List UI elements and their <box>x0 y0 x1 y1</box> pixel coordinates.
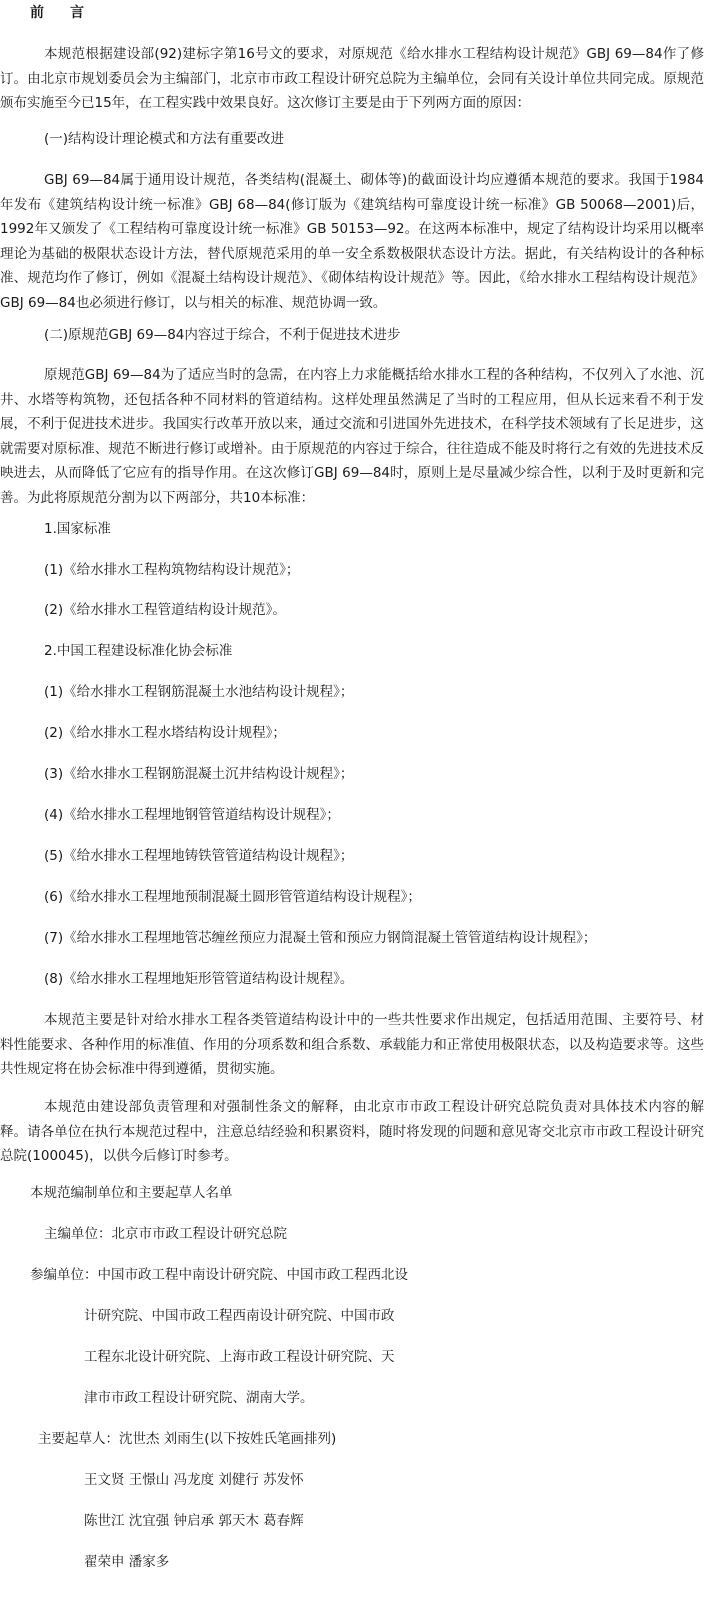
list-item: (2)《给水排水工程管道结构设计规范》。 <box>44 602 286 618</box>
list-item: (8)《给水排水工程埋地矩形管管道结构设计规程》。 <box>44 971 354 987</box>
section-heading-2: (二)原规范GBJ 69—84内容过于综合，不利于促进技术进步 <box>44 327 401 343</box>
participating-units-continued: 工程东北设计研究院、上海市政工程设计研究院、天 <box>84 1349 395 1365</box>
page-title: 前 言 <box>30 5 90 21</box>
main-drafters: 主要起草人：沈世杰 刘雨生(以下按姓氏笔画排列) <box>38 1431 337 1447</box>
scope-paragraph: 本规范主要是针对给水排水工程各类管道结构设计中的一些共性要求作出规定，包括适用范围、主要符号、材料性能要求、各种作用的标准值、作用的分项系数和组合系数、承载能力和正常使用极限状态，以及构造要求等。这些共性规定将在协会标准中得到遵循，贯彻实施。 <box>0 1012 704 1077</box>
participating-units-continued: 计研究院、中国市政工程西南设计研究院、中国市政 <box>84 1308 395 1324</box>
management-paragraph: 本规范由建设部负责管理和对强制性条文的解释，由北京市市政工程设计研究总院负责对具体技术内容的解释。请各单位在执行本规范过程中，注意总结经验和积累资料，随时将发现的问题和意见寄交北京市市政工程设计研究总院(100045)，以供今后修订时参考。 <box>0 1099 704 1164</box>
participating-units: 参编单位：中国市政工程中南设计研究院、中国市政工程西北设 <box>30 1267 408 1283</box>
drafters-names: 翟荣申 潘家多 <box>84 1554 170 1570</box>
national-standards-title: 1.国家标准 <box>44 521 111 537</box>
section-1-paragraph: GBJ 69—84属于通用设计规范，各类结构(混凝土、砌体等)的截面设计均应遵循本规范的要求。我国于1984年发布《建筑结构设计统一标准》GBJ 68—84(修订版为《建筑结构可靠度设计统一标准》GB 50068—2001)后，1992年又颁发了《工程结构可靠度设计统一标准》GB 50153—92。在这两本标准中，规定了结构设计均采用以概率理论为基础的极限状态设计方法，替代原规范采用的单一安全系数极限状态设计方法。据此，有关结构设计的各种标准、规范均作了修订，例如《混凝土结构设计规范》、《砌体结构设计规范》等。因此，《给水排水工程结构设计规范》GBJ 69—84也必须进行修订，以与相关的标准、规范协调一致。 <box>0 172 704 311</box>
chief-unit: 主编单位：北京市市政工程设计研究总院 <box>44 1226 287 1242</box>
list-item: (2)《给水排水工程水塔结构设计规程》； <box>44 725 286 741</box>
list-item: (6)《给水排水工程埋地预制混凝土圆形管管道结构设计规程》； <box>44 889 421 905</box>
list-item: (7)《给水排水工程埋地管芯缠丝预应力混凝土管和预应力钢筒混凝土管管道结构设计规程》； <box>44 930 597 946</box>
drafting-list-title: 本规范编制单位和主要起草人名单 <box>30 1185 233 1201</box>
association-standards-title: 2.中国工程建设标准化协会标准 <box>44 643 233 659</box>
list-item: (5)《给水排水工程埋地铸铁管管道结构设计规程》； <box>44 848 354 864</box>
list-item: (1)《给水排水工程钢筋混凝土水池结构设计规程》； <box>44 684 354 700</box>
list-item: (3)《给水排水工程钢筋混凝土沉井结构设计规程》； <box>44 766 354 782</box>
section-heading-1: (一)结构设计理论模式和方法有重要改进 <box>44 131 285 147</box>
list-item: (1)《给水排水工程构筑物结构设计规范》； <box>44 562 300 578</box>
list-item: (4)《给水排水工程埋地钢管管道结构设计规程》； <box>44 807 340 823</box>
drafters-names: 陈世江 沈宜强 钟启承 郭天木 葛春辉 <box>84 1513 304 1529</box>
intro-paragraph: 本规范根据建设部(92)建标字第16号文的要求，对原规范《给水排水工程结构设计规范》GBJ 69—84作了修订。由北京市规划委员会为主编部门，北京市市政工程设计研究总院为主编单位，会同有关设计单位共同完成。原规范颁布实施至今已15年，在工程实践中效果良好。这次修订主要是由于下列两方面的原因： <box>0 46 704 111</box>
participating-units-continued: 津市市政工程设计研究院、湖南大学。 <box>84 1390 314 1406</box>
drafters-names: 王文贤 王憬山 冯龙度 刘健行 苏发怀 <box>84 1472 304 1488</box>
section-2-paragraph: 原规范GBJ 69—84为了适应当时的急需，在内容上力求能概括给水排水工程的各种结构，不仅列入了水池、沉井、水塔等构筑物，还包括各种不同材料的管道结构。这样处理虽然满足了当时的工程应用，但从长远来看不利于发展，不利于促进技术进步。我国实行改革开放以来，通过交流和引进国外先进技术，在科学技术领域有了长足进步，这就需要对原标准、规范不断进行修订或增补。由于原规范的内容过于综合，往往造成不能及时将行之有效的先进技术反映进去，从而降低了它应有的指导作用。在这次修订GBJ 69—84时，原则上是尽量减少综合性，以利于及时更新和完善。为此将原规范分割为以下两部分，共10本标准： <box>0 367 704 506</box>
